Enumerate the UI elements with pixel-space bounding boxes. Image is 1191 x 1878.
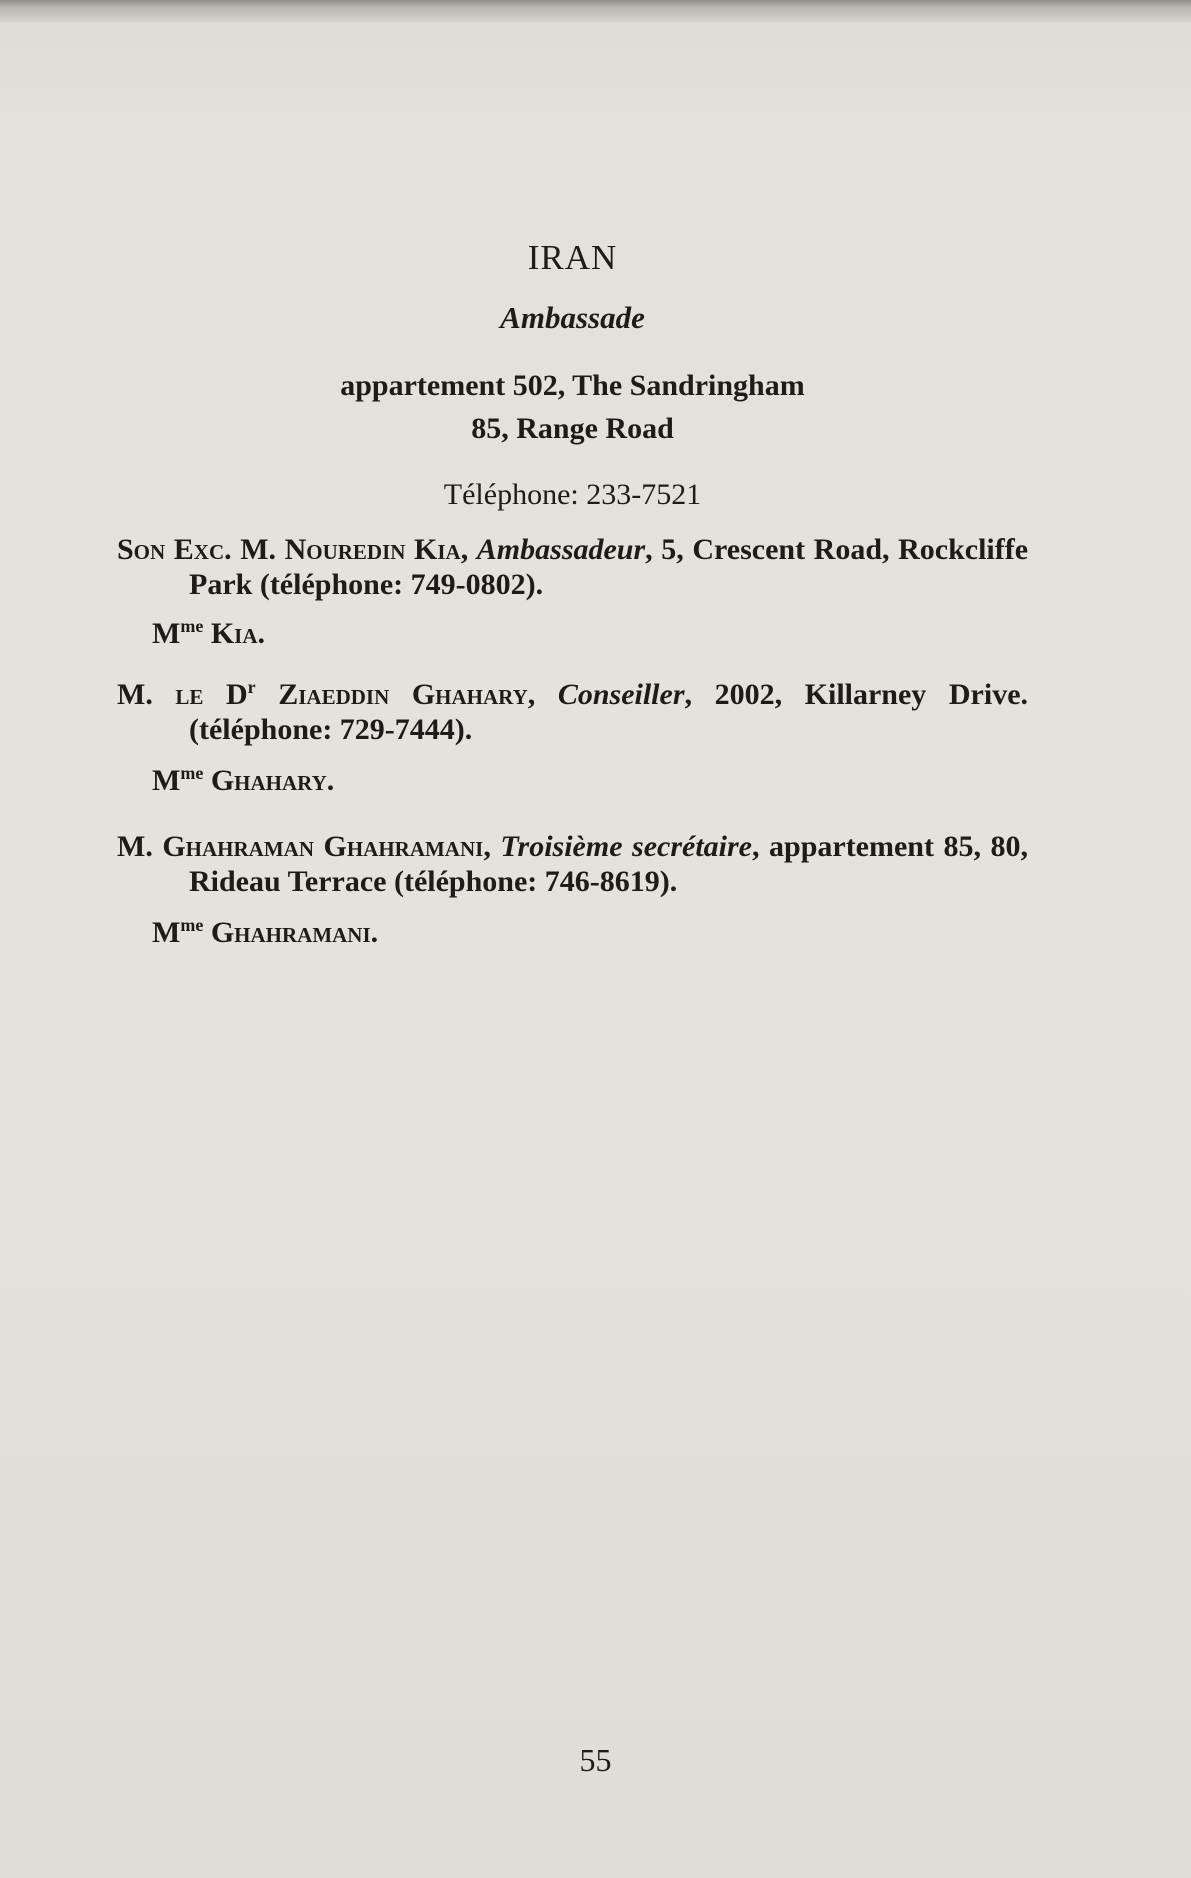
entry-name: Ghahraman Ghahramani (162, 830, 484, 863)
spouse-sup: me (180, 763, 204, 783)
entry-details: , 5, Crescent Road, Rockcliffe Park (téléphone: 749-0802). (189, 533, 1029, 601)
entry-name: Nouredin Kia (284, 533, 461, 566)
section-heading: Ambassade (500, 300, 645, 335)
spouse-prefix: M (152, 617, 181, 650)
spouse-name: Kia. (210, 617, 265, 650)
staff-entry (117, 670, 1028, 747)
address-line-1: appartement 502, The Sandringham (340, 369, 805, 402)
entry-separator: , (527, 678, 558, 711)
spouse-sup: me (180, 616, 204, 636)
entry-separator: , (483, 830, 501, 863)
spouse-prefix: M (152, 764, 181, 797)
embassy-address (117, 364, 1028, 450)
entry-title: Conseiller (557, 678, 685, 711)
spouse-name: Ghahramani. (210, 916, 379, 949)
page-number: 55 (579, 1742, 612, 1778)
entry-name: Ziaeddin Ghahary (278, 678, 528, 711)
country-heading: IRAN (527, 238, 618, 277)
entry-prefix: M. le D (117, 678, 248, 711)
address-line-2: 85, Range Road (471, 412, 674, 445)
entry-prefix: Son Exc. M. (117, 533, 285, 566)
entry-details: , 2002, Killarney Drive. (téléphone: 729-7444). (189, 678, 1029, 746)
entry-separator: , (460, 533, 477, 566)
page-top-edge (0, 0, 1191, 22)
text-block (117, 238, 1028, 953)
spouse-entry (152, 905, 1028, 953)
entry-prefix: M. (117, 830, 163, 863)
entry-title: Ambassadeur (476, 533, 646, 566)
entry-prefix-sup: r (247, 677, 256, 697)
entry-title: Troisième secrétaire (500, 830, 752, 863)
spouse-entry (152, 753, 1028, 801)
spouse-prefix: M (152, 916, 181, 949)
embassy-telephone: Téléphone: 233-7521 (443, 478, 702, 511)
staff-entry (117, 532, 1028, 602)
spouse-entry (152, 606, 1028, 654)
spouse-sup: me (180, 915, 204, 935)
entry-details: , appartement 85, 80, Rideau Terrace (téléphone: 746-8619). (189, 830, 1028, 898)
spouse-name: Ghahary. (210, 764, 335, 797)
staff-entry (117, 829, 1028, 899)
